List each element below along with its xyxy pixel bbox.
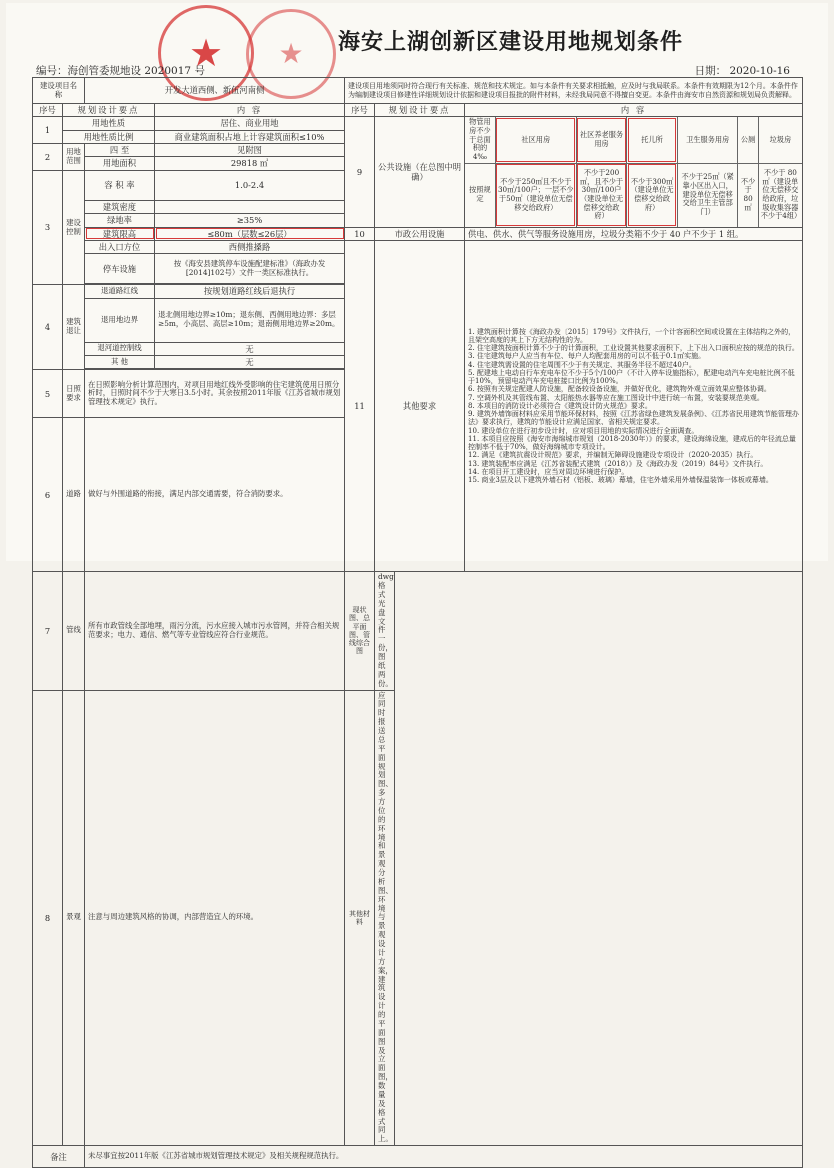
road-red-line-label: 退道路红线 (85, 285, 155, 298)
setback-category: 建筑退让 (63, 285, 85, 370)
other-requirements-list (465, 240, 803, 571)
row-number: 6 (33, 418, 63, 572)
far-label: 容 积 率 (85, 170, 155, 200)
land-use-ratio-label: 用地性质比例 (63, 130, 155, 143)
requirement-item: 2. 住宅建筑按面积计算不少于的计算面积，工业设置其他要求面积下，上下出入口面积应按的规范的执行。 (468, 344, 799, 353)
document-number: 编号：海创管委规地设 2020017 号 (36, 65, 205, 77)
val-nursery: 不少于300㎡（建设单位无偿移交给政府） (627, 163, 678, 226)
setback-other-value: 无 (155, 355, 345, 368)
requirement-item: 7. 空调外机及其管线布置、太阳能热水器等应在施工图设计中进行统一布置，安装要规范美观。 (468, 393, 764, 402)
header-no-left: 序号 (33, 104, 63, 117)
municipal-facilities-value: 供电、供水、供气等服务设施用房，垃圾分类箱不少于 40 户不少于 1 组。 (465, 227, 803, 240)
requirement-item: 13. 建筑装配率应满足《江苏省装配式建筑（2018）》及《海政办发（2019）84号》文件执行。 (468, 459, 768, 468)
boundaries-label: 四 至 (85, 144, 155, 157)
pipeline-value: 所有市政管线全部地埋，雨污分流，污水应接入城市污水管网，并符合相关规范要求；电力、通信、燃气等专业管线应符合行业规范。 (85, 572, 345, 690)
seal-star-icon: ★ (278, 37, 304, 70)
submission-drawings-label: 现状图、总平面图、管线综合图 (345, 572, 375, 690)
land-boundary-label: 退用地边界 (85, 298, 155, 342)
col-property-mgmt: 物管用房不少于总面积的4‰ (465, 117, 495, 163)
header-req-right: 规划设计要点 (375, 104, 465, 117)
land-boundary-value: 退北侧用地边界≥10m；退东侧、西侧用地边界：多层≥5m，小高层、高层≥10m；退南侧用地边界≥20m。 (155, 298, 345, 342)
land-scope-category: 用地范围 (63, 144, 85, 171)
header-req-left: 规划设计要点 (63, 104, 155, 117)
submission-other-value: 应同时报送总平面规划图、多方位的环境和景观分析图、环境与景观设计方案，建筑设计的平面图及立面图，数量及格式同上。 (375, 690, 395, 1146)
seal-star-icon: ★ (188, 31, 224, 75)
submission-other-label: 其他材料 (345, 690, 375, 1146)
requirement-item: 1. 建筑面积计算按《海政办发〔2015〕179号》文件执行，一个计容面积空间或设置在主体结构之外的，且架空高度的其上下方无结构性的为。 (468, 327, 796, 344)
requirement-item: 6. 按照有关规定配建人防设施，配备较设备设施，并做好优化，建筑物外观立面效果应整体协调。 (468, 385, 771, 394)
row-number: 7 (33, 572, 63, 690)
land-area-value: 29818 ㎡ (155, 157, 345, 170)
document-title: 海安上湖创新区建设用地规划条件 (338, 29, 684, 55)
landscape-category: 景观 (63, 690, 85, 1146)
project-name: 开发大道西侧、新伍河南侧 (85, 78, 345, 104)
sunlight-category: 日照要求 (63, 370, 85, 418)
col-health-service: 卫生服务用房 (677, 117, 738, 163)
other-requirements-label: 其他要求 (375, 240, 465, 571)
public-facilities-label: 公共设施（在总图中明确） (375, 117, 465, 227)
requirement-item: 12. 满足《建筑抗震设计规范》要求，并编制无障碍设施建设专项设计（2020-2035）执行。 (468, 451, 758, 460)
boundaries-value: 见附图 (155, 144, 345, 157)
density-value (155, 200, 345, 213)
header-content-right: 内 容 (465, 104, 803, 117)
pipeline-category: 管线 (63, 572, 85, 690)
road-category: 道路 (63, 418, 85, 572)
submission-drawings-value: dwg 格式光盘文件一份，图纸两份。 (375, 572, 395, 690)
green-ratio-label: 绿地率 (85, 214, 155, 227)
requirement-item: 5. 配建地上电动自行车充电车位不少于5个/100户（不计入停车设施指标），配建电动汽车充电桩比例不低于10%，预留电动汽车充电桩接口比例为100%。 (468, 368, 795, 386)
entry-direction-value: 西侧推搡路 (155, 240, 345, 253)
road-value: 做好与外围道路的衔接，满足内部交通需要，符合消防要求。 (85, 418, 345, 572)
val-elderly-care: 不少于200㎡，且不少于30㎡/100户（建设单位无偿移交给政府） (576, 163, 627, 226)
row-number: 2 (33, 144, 63, 171)
requirement-item: 9. 建筑外墙饰面材料应采用节能环保材料，按照《江苏省绿色建筑发展条例》、《江苏省民用建筑节能管理办法》要求执行，建筑的节能设计应满足国家、省相关规定要求。 (468, 410, 799, 427)
requirement-item: 15. 商业3层及以下建筑外墙石材（铝板、玻璃）幕墙，住宅外墙采用外墙保温装饰一体板或幕墙。 (468, 476, 773, 485)
land-use-label: 用地性质 (63, 117, 155, 130)
val-toilet: 不少于80㎡ (738, 163, 758, 226)
setback-other-label: 其 他 (85, 355, 155, 368)
row-number: 10 (345, 227, 375, 240)
project-label: 建设项目名 称 (33, 78, 85, 104)
remarks-label: 备注 (33, 1146, 85, 1168)
col-garbage: 垃圾房 (758, 117, 802, 163)
document-date: 日期： 2020-10-16 (694, 65, 790, 77)
requirement-item: 10. 建设单位在进行初步设计时，应对项目用地的实际情况进行全面调查。 (468, 426, 699, 435)
col-community-room: 社区用房 (495, 117, 576, 163)
val-property-mgmt: 按照规定 (465, 163, 495, 226)
height-limit-value: ≤80m（层数≤26层） (155, 227, 345, 240)
parking-label: 停车设施 (85, 254, 155, 284)
requirement-item: 11. 本项目应按照《海安市海绵城市规划（2018-2030年）》的要求，建设海绵设施，建成后的年径流总量控制率不低于70%，做好海绵城市专项设计。 (468, 434, 796, 452)
row-number: 5 (33, 370, 63, 418)
public-facilities-grid (465, 117, 803, 227)
header-no-right: 序号 (345, 104, 375, 117)
parking-value: 按《海安县建筑停车设施配建标准》（海政办发[2014]102号）文件一类区标准执行。 (155, 254, 345, 284)
requirement-item: 4. 住宅建筑需设置的住宅周围不少于有关规定、其服务半径不超过40户。 (468, 360, 696, 369)
land-use-ratio-value: 商业建筑面积占地上计容建筑面积≤10% (155, 130, 345, 143)
landscape-value: 注意与周边建筑风格的协调，内部营造宜人的环境。 (85, 690, 345, 1146)
document-sheet (6, 3, 828, 1162)
construction-control-category: 建设控制 (63, 170, 85, 284)
project-notice: 建设项目用地须同时符合现行有关标准、规范和技术规定。如与本条件有关要求相抵触，应及时与我局联系。本条件有效期限为12个月。本条件作为编制建设项目修建性详细规划设计依据和建设项目报批的附件材料，未经我局同意不得擅自变更。本条件由海安市自然资源和规划局负责解释。 (345, 78, 803, 104)
row-number: 1 (33, 117, 63, 144)
land-area-label: 用地面积 (85, 157, 155, 170)
row-number: 3 (33, 170, 63, 284)
land-use-value: 居住、商业用地 (155, 117, 345, 130)
row-number: 11 (345, 240, 375, 571)
row-number: 9 (345, 117, 375, 227)
river-control-value: 无 (155, 342, 345, 355)
col-elderly-care: 社区养老服务用房 (576, 117, 627, 163)
municipal-facilities-label: 市政公用设施 (375, 227, 465, 240)
header-content-left: 内 容 (155, 104, 345, 117)
far-value: 1.0-2.4 (155, 170, 345, 200)
val-health-service: 不少于25㎡（紧靠小区出入口，建设单位无偿移交给卫生主管部门） (677, 163, 738, 226)
green-ratio-value: ≥35% (155, 214, 345, 227)
row-number: 4 (33, 285, 63, 370)
road-red-line-value: 按规划道路红线后退执行 (155, 285, 345, 298)
row-number: 8 (33, 690, 63, 1146)
requirement-item: 14. 在项目开工建设时，应当对周边环境进行保护。 (468, 467, 629, 476)
remarks-value: 未尽事宜按2011年版《江苏省城市规划管理技术规定》及相关规程规范执行。 (85, 1146, 803, 1168)
val-garbage: 不少于 80㎡（建设单位无偿移交给政府，垃圾收集容器不少于4组） (758, 163, 802, 226)
col-nursery: 托儿所 (627, 117, 678, 163)
river-control-label: 退河道控制线 (85, 342, 155, 355)
density-label: 建筑密度 (85, 200, 155, 213)
height-limit-label: 建筑限高 (85, 227, 155, 240)
col-toilet: 公厕 (738, 117, 758, 163)
requirement-item: 3. 住宅建筑每户人应当有车位、每户人均配套用房的可以不低于0.1㎡实施。 (468, 352, 706, 361)
val-community-room: 不少于250㎡且不少于30㎡/100户；一层不少于50㎡（建设单位无偿移交给政府） (495, 163, 576, 226)
planning-conditions-table (32, 77, 803, 1168)
entry-direction-label: 出入口方位 (85, 240, 155, 253)
requirement-item: 8. 本项目的消防设计必须符合《建筑设计防火规范》要求。 (468, 401, 652, 410)
sunlight-value: 在日照影响分析计算范围内，对项目用地红线外受影响的住宅建筑使用日照分析时，日照时间不少于大寒日3.5小时。其余按照2011年版《江苏省城市规划管理技术规定》执行。 (85, 370, 345, 418)
